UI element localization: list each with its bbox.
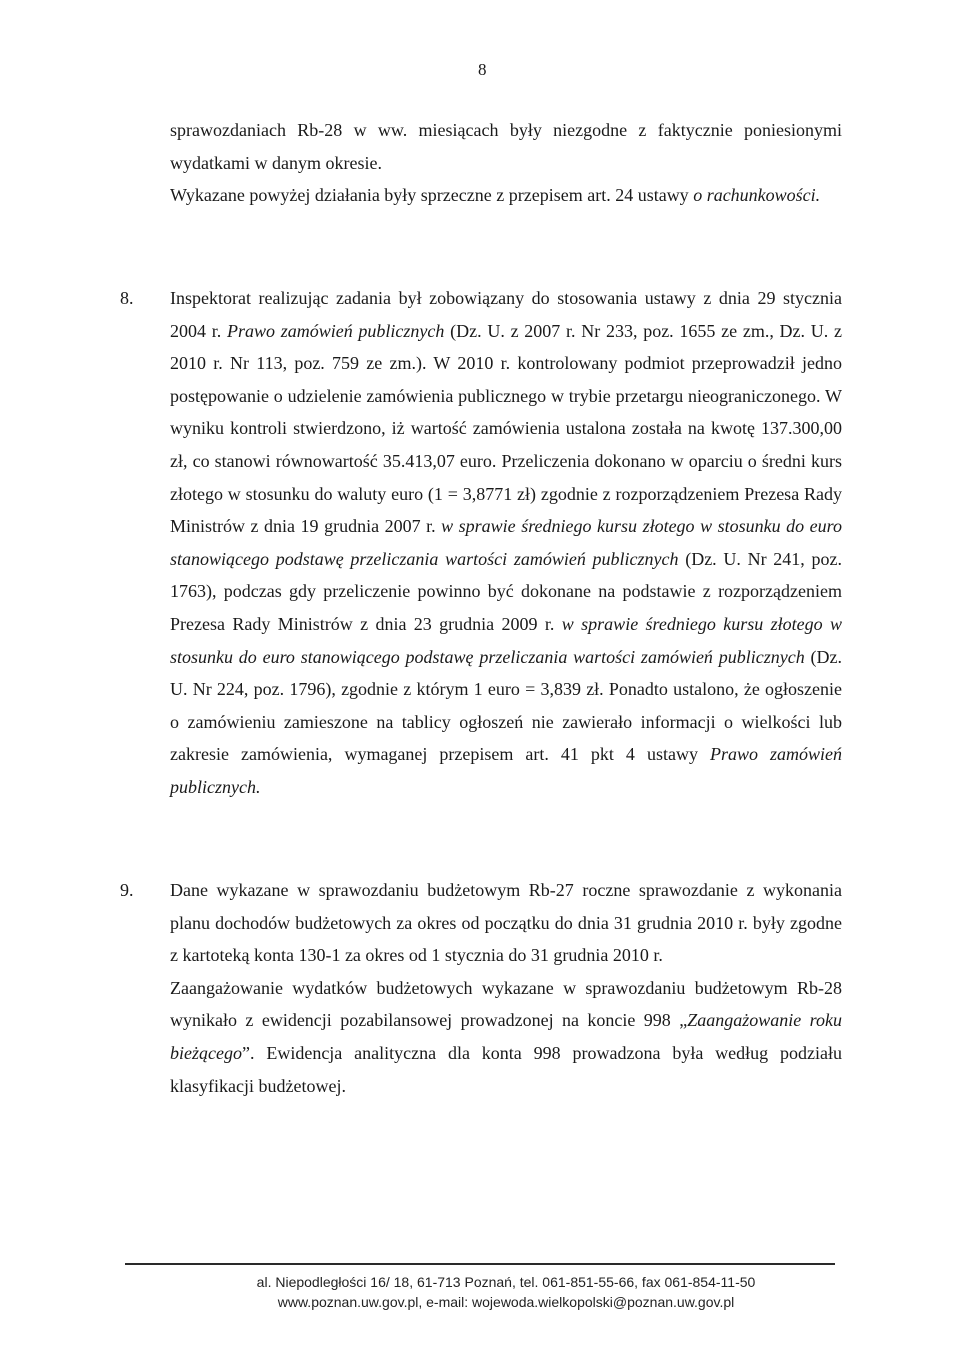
item-9-number: 9. bbox=[120, 880, 134, 900]
intro-line-2-italic: o rachunkowości. bbox=[693, 185, 821, 206]
item-8-seg-4: w sprawie średniego kursu złotego w stosunku do euro stanowiącego podstawę przeliczania wartości zamówień publicznych bbox=[170, 516, 842, 569]
intro-line-2 bbox=[170, 179, 842, 212]
intro-line-1: sprawozdaniach Rb-28 w ww. miesiącach były niezgodne z faktycznie poniesionymi wydatkami w danym okresie. bbox=[170, 120, 842, 173]
page-number: 8 bbox=[478, 60, 487, 79]
item-9 bbox=[120, 874, 842, 1102]
item-8-seg-8: Prawo zamówień publicznych. bbox=[170, 744, 842, 797]
item-8-seg-2: Prawo zamówień publicznych bbox=[226, 320, 445, 341]
intro-paragraph bbox=[170, 114, 842, 212]
item-8-content bbox=[170, 282, 842, 804]
footer-divider bbox=[125, 1263, 835, 1265]
item-9-paragraph-1: Dane wykazane w sprawozdaniu budżetowym Rb-27 roczne sprawozdanie z wykonania planu dochodów budżetowych za okres od początku do dnia 31 grudnia 2010 r. były zgodne z kartoteką konta 130-1 za okres od 1 stycznia do 31 grudnia 2010 r. bbox=[170, 880, 842, 966]
item-8-seg-3: (Dz. U. z 2007 r. Nr 233, poz. 1655 ze zm., Dz. U. z 2010 r. Nr 113, poz. 759 ze zm.). W 2010 r. kontrolowany podmiot przeprowadził jedno postępowanie o udzielenie zamówienia publicznego w trybie przetargu nieograniczonego. W wyniku kontroli stwierdzono, iż wartość zamówienia ustalona została na kwotę 137.300,00 zł, co stanowi równowartość 35.413,07 euro. Przeliczenia dokonano w oparciu o średni kurs złotego w stosunku do waluty euro (1 = 3,8771 zł) zgodnie z rozporządzeniem Prezesa Rady Ministrów z dnia 19 grudnia 2007 r. bbox=[170, 320, 842, 537]
item-8-paragraph bbox=[170, 282, 842, 804]
footer-contact: www.poznan.uw.gov.pl, e-mail: wojewoda.wielkopolski@poznan.uw.gov.pl bbox=[277, 1294, 735, 1310]
item-8-seg-1: Inspektorat realizując zadania był zobowiązany do stosowania ustawy z dnia 29 stycznia 2004 r. bbox=[170, 288, 842, 341]
item-8-seg-7: (Dz. U. Nr 224, poz. 1796), zgodnie z którym 1 euro = 3,839 zł. Ponadto ustalono, że ogłoszenie o zamówieniu zamieszone na tablicy ogłoszeń nie zawierało informacji o wielkości lub zakresie zamówienia, wymaganej przepisem art. 41 pkt 4 ustawy bbox=[170, 646, 843, 765]
item-9-p2-seg-3: ”. Ewidencja analityczna dla konta 998 prowadzona była według podziału klasyfikacji budżetowej. bbox=[170, 1042, 842, 1096]
item-9-content bbox=[170, 874, 842, 1102]
item-8-seg-6: w sprawie średniego kursu złotego w stosunku do euro stanowiącego podstawę przeliczania wartości zamówień publicznych bbox=[170, 613, 842, 667]
item-9-p2-seg-2: Zaangażowanie roku bieżącego bbox=[170, 1010, 842, 1063]
footer bbox=[170, 1272, 842, 1312]
item-9-p2-seg-1: Zaangażowanie wydatków budżetowych wykazane w sprawozdaniu budżetowym Rb-28 wynikało z ewidencji pozabilansowej prowadzonej na koncie 998 „ bbox=[170, 977, 842, 1031]
intro-line-2-text: Wykazane powyżej działania były sprzeczne z przepisem art. 24 ustawy bbox=[170, 185, 689, 206]
item-8-seg-5: (Dz. U. Nr 241, poz. 1763), podczas gdy przeliczenie powinno być dokonane na podstawie z rozporządzeniem Prezesa Rady Ministrów z dnia 23 grudnia 2009 r. bbox=[170, 548, 842, 634]
item-8-number: 8. bbox=[120, 288, 134, 308]
item-8 bbox=[120, 282, 842, 804]
item-9-paragraph-2 bbox=[170, 972, 842, 1102]
footer-address: al. Niepodległości 16/ 18, 61-713 Poznań, tel. 061-851-55-66, fax 061-854-11-50 bbox=[256, 1274, 756, 1290]
